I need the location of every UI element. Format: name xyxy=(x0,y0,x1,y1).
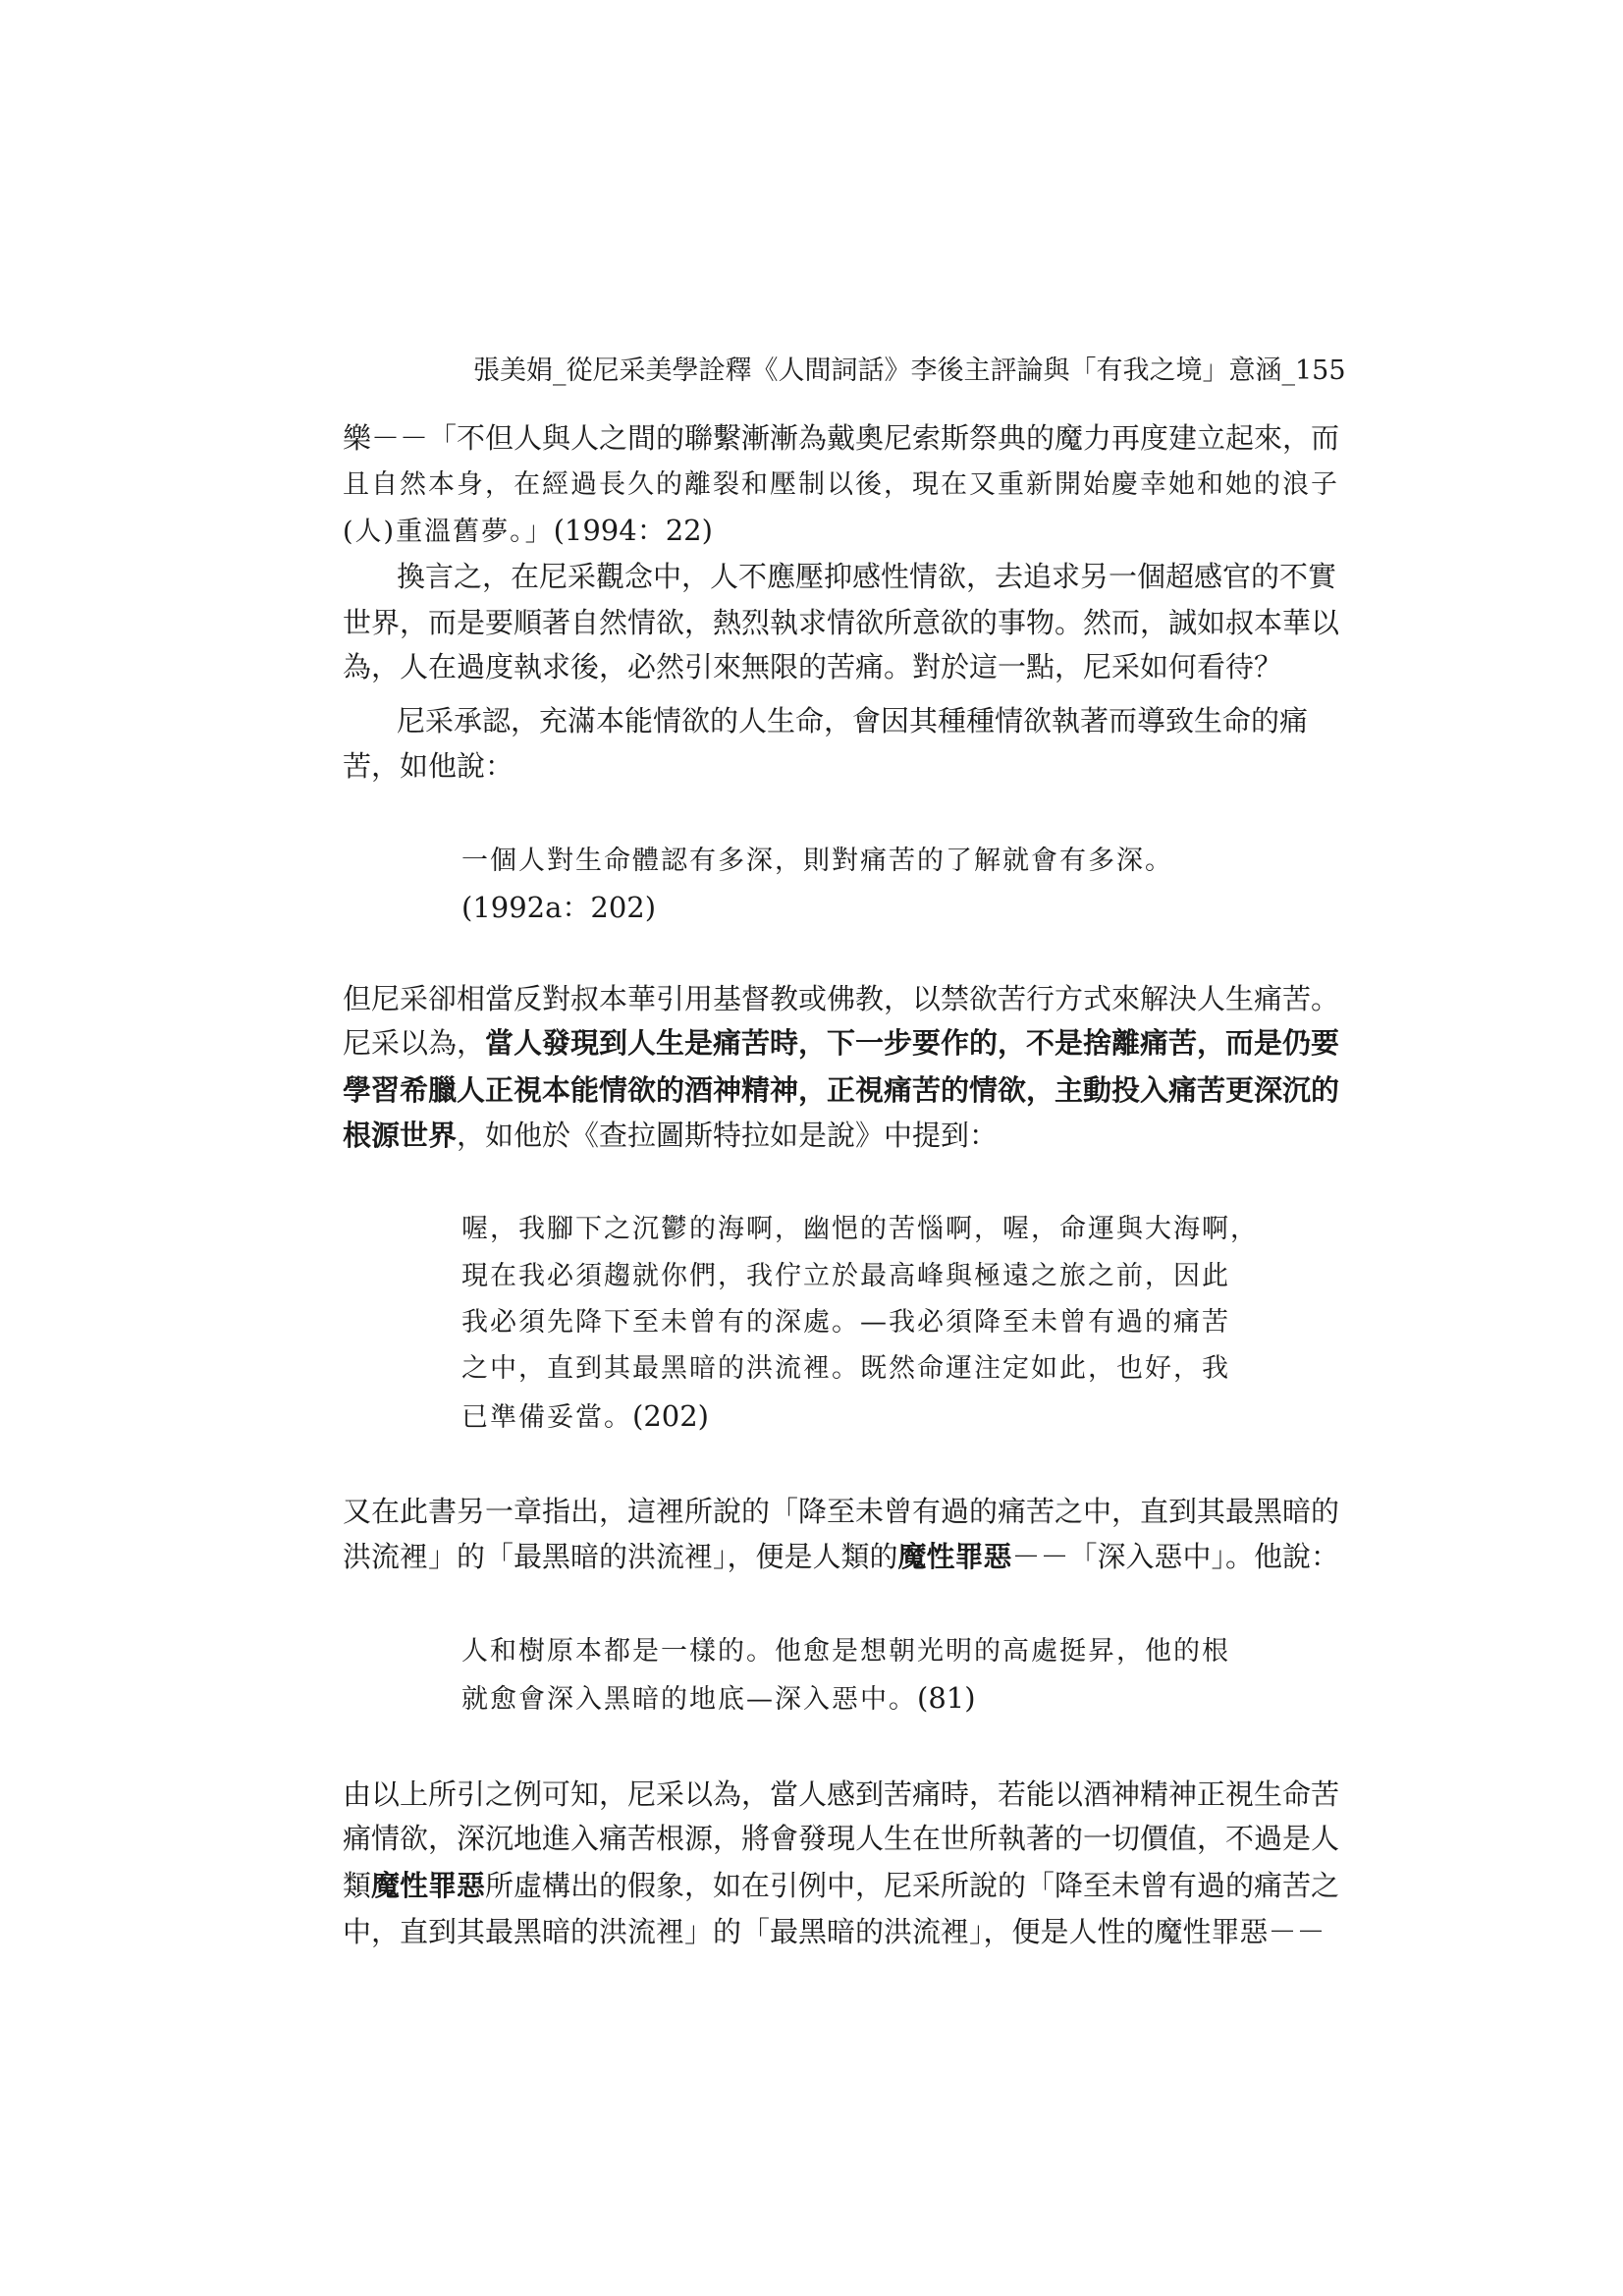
paragraph-line: 又在此書另一章指出，這裡所說的「降至未曾有過的痛苦之中，直到其最黑暗的 xyxy=(343,1495,1340,1528)
bold-emphasis: 魔性罪惡 xyxy=(897,1540,1012,1573)
block-quote-line: 之中，直到其最黑暗的洪流裡。既然命運注定如此，也好，我 xyxy=(461,1353,1230,1384)
text-run: ，如他於《查拉圖斯特拉如是說》中提到： xyxy=(457,1119,999,1152)
block-quote-line xyxy=(461,1676,976,1722)
paragraph-line: 樂－－「不但人與人之間的聯繫漸漸為戴奧尼索斯祭典的魔力再度建立起來，而 xyxy=(343,421,1340,455)
bold-emphasis: 魔性罪惡 xyxy=(371,1869,486,1902)
paragraph-line: 尼采承認，充滿本能情欲的人生命，會因其種種情欲執著而導致生命的痛 xyxy=(397,704,1309,738)
paragraph-line: 但尼采卻相當反對叔本華引用基督教或佛教，以禁欲苦行方式來解決人生痛苦。 xyxy=(343,982,1340,1015)
bold-emphasis: 當人發現到人生是痛苦時，下一步要作的，不是捨離痛苦，而是仍要 xyxy=(485,1026,1340,1060)
quoted-text: (人)重溫舊夢。」 xyxy=(343,517,554,547)
paragraph-line xyxy=(343,1021,1339,1065)
text-run: －－「深入惡中」。他說： xyxy=(1011,1540,1340,1573)
paragraph-line xyxy=(343,1535,1339,1578)
paragraph-line: 痛情欲，深沉地進入痛苦根源，將會發現人生在世所執著的一切價值，不過是人 xyxy=(343,1822,1340,1855)
paragraph-line: 換言之，在尼采觀念中，人不應壓抑感性情欲，去追求另一個超感官的不實 xyxy=(397,560,1337,593)
paragraph-line xyxy=(343,1864,1339,1907)
citation: (202) xyxy=(632,1399,709,1433)
quoted-text: 就愈會深入黑暗的地底—深入惡中。 xyxy=(461,1684,917,1715)
bold-emphasis: 學習希臘人正視本能情欲的酒神精神，正視痛苦的情欲，主動投入痛苦更深沉的 xyxy=(343,1073,1340,1107)
block-quote-line: 現在我必須趨就你們，我佇立於最高峰與極遠之旅之前，因此 xyxy=(461,1261,1230,1291)
citation: (81) xyxy=(917,1681,976,1715)
text-run: 所虛構出的假象，如在引例中，尼采所說的「降至未曾有過的痛苦之 xyxy=(485,1869,1340,1902)
block-quote-line xyxy=(461,1394,709,1440)
text-run: 洪流裡」的「最黑暗的洪流裡」，便是人類的 xyxy=(343,1540,898,1573)
paragraph-line xyxy=(343,1114,998,1157)
paragraph-line: 世界，而是要順著自然情欲，熱烈執求情欲所意欲的事物。然而，誠如叔本華以 xyxy=(343,606,1340,639)
text-run: 類 xyxy=(343,1869,372,1902)
text-run: 尼采以為， xyxy=(343,1026,486,1060)
bold-emphasis: 根源世界 xyxy=(343,1119,458,1152)
paragraph-line xyxy=(343,509,713,554)
paragraph-line: 苦，如他說： xyxy=(343,749,514,783)
paragraph-line: 為，人在過度執求後，必然引來無限的苦痛。對於這一點，尼采如何看待？ xyxy=(343,650,1283,683)
block-quote-line: 一個人對生命體認有多深，則對痛苦的了解就會有多深。 xyxy=(461,846,1173,876)
paragraph-line: 且自然本身，在經過長久的離裂和壓制以後，現在又重新開始慶幸她和她的浪子 xyxy=(343,469,1339,500)
paragraph-line: 中，直到其最黑暗的洪流裡」的「最黑暗的洪流裡」，便是人性的魔性罪惡－－ xyxy=(343,1915,1325,1948)
paragraph-line: 由以上所引之例可知，尼采以為，當人感到苦痛時，若能以酒神精神正視生命苦 xyxy=(343,1777,1340,1811)
citation: (1994：22) xyxy=(553,514,713,547)
quoted-text: 已準備妥當。 xyxy=(461,1402,632,1433)
running-head: 張美娟_從尼采美學詮釋《人間詞話》李後主評論與「有我之境」意涵_155 xyxy=(473,355,1346,386)
citation: (1992a：202) xyxy=(461,891,657,924)
block-quote-line: 我必須先降下至未曾有的深處。—我必須降至未曾有過的痛苦 xyxy=(461,1307,1230,1338)
block-quote-line: 喔，我腳下之沉鬱的海啊，幽悒的苦惱啊，喔，命運與大海啊， xyxy=(461,1214,1259,1244)
block-quote-line: 人和樹原本都是一樣的。他愈是想朝光明的高處挺昇，他的根 xyxy=(461,1636,1230,1667)
